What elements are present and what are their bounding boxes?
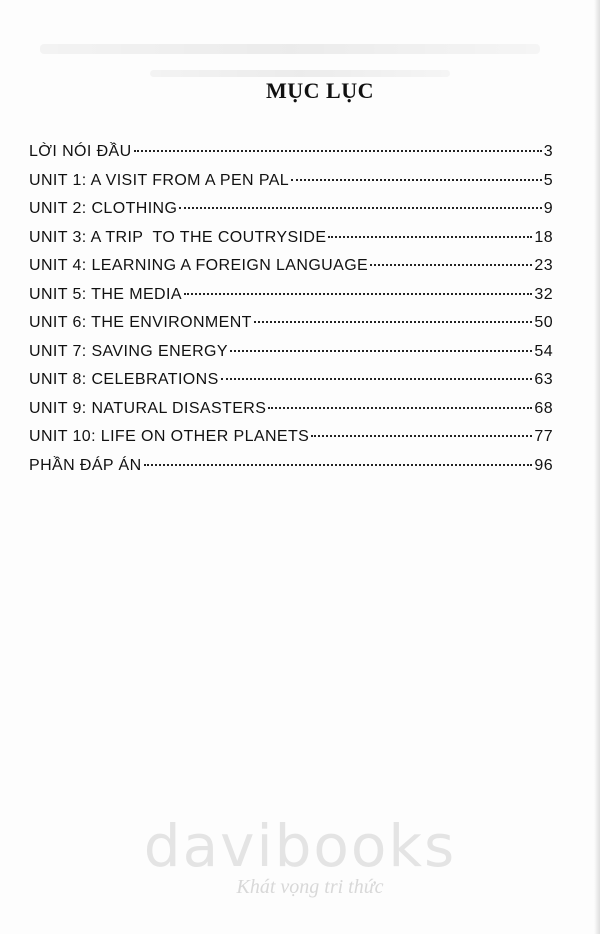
toc-entry-label: PHẦN ĐÁP ÁN [29,456,142,474]
toc-entry[interactable] [29,343,553,372]
toc-entry-label: UNIT 6: THE ENVIRONMENT [29,314,252,331]
toc-entry[interactable] [29,371,553,400]
toc-entry-label: UNIT 4: LEARNING A FOREIGN LANGUAGE [29,257,369,274]
page-edge-shadow [594,0,600,934]
toc-entry-label: UNIT 8: CELEBRATIONS [29,371,219,388]
toc-entry-label: UNIT 9: NATURAL DISASTERS [29,399,267,417]
toc-entry-page: 23 [534,257,553,274]
toc-leader-dots [184,293,532,295]
toc-entry-label: UNIT 1: A VISIT FROM A PEN PAL [29,171,290,189]
toc-leader-dots [179,207,541,209]
toc-entry[interactable] [29,257,553,286]
toc-entry[interactable] [29,286,553,315]
toc-entry-page: 50 [534,314,553,331]
toc-entry-page: 54 [534,342,553,360]
toc-entry-label: UNIT 2: CLOTHING [29,200,178,217]
watermark-brand-logo: davibooks [143,812,457,880]
toc-entry-label: UNIT 10: LIFE ON OTHER PLANETS [29,428,310,445]
toc-entry[interactable] [29,172,553,201]
toc-entry-page: 96 [534,456,553,474]
toc-leader-dots [328,236,532,238]
toc-leader-dots [144,464,533,466]
toc-entry-page: 77 [534,428,553,445]
toc-leader-dots [370,264,532,266]
toc-entry[interactable] [29,400,553,429]
toc-entry[interactable] [29,457,553,486]
toc-entry-page: 9 [543,200,553,217]
toc-entry-page: 32 [534,285,553,303]
toc-entry[interactable] [29,314,553,343]
bleed-through-text [150,70,450,77]
toc-entry[interactable] [29,229,553,258]
bleed-through-text [40,44,540,54]
toc-entry-page: 68 [534,399,553,417]
toc-entry[interactable] [29,428,553,457]
page-title: MỤC LỤC [266,78,374,103]
toc-entry-page: 63 [534,371,553,388]
watermark-slogan: Khát vọng tri thức [236,876,384,898]
toc-leader-dots [221,378,533,380]
toc-entry-page: 18 [534,228,553,246]
toc-entry[interactable] [29,143,553,172]
toc-entry-page: 5 [543,171,553,189]
toc-leader-dots [230,350,532,352]
toc-leader-dots [311,435,532,437]
toc-leader-dots [254,321,533,323]
table-of-contents [29,143,553,485]
toc-entry-page: 3 [543,143,553,160]
toc-entry-label: LỜI NÓI ĐẦU [29,143,132,160]
toc-leader-dots [268,407,532,409]
toc-entry-label: UNIT 3: A TRIP TO THE COUTRYSIDE [29,228,327,246]
toc-leader-dots [134,150,542,152]
toc-entry-label: UNIT 7: SAVING ENERGY [29,342,228,360]
toc-leader-dots [291,179,542,181]
toc-entry[interactable] [29,200,553,229]
toc-entry-label: UNIT 5: THE MEDIA [29,285,182,303]
